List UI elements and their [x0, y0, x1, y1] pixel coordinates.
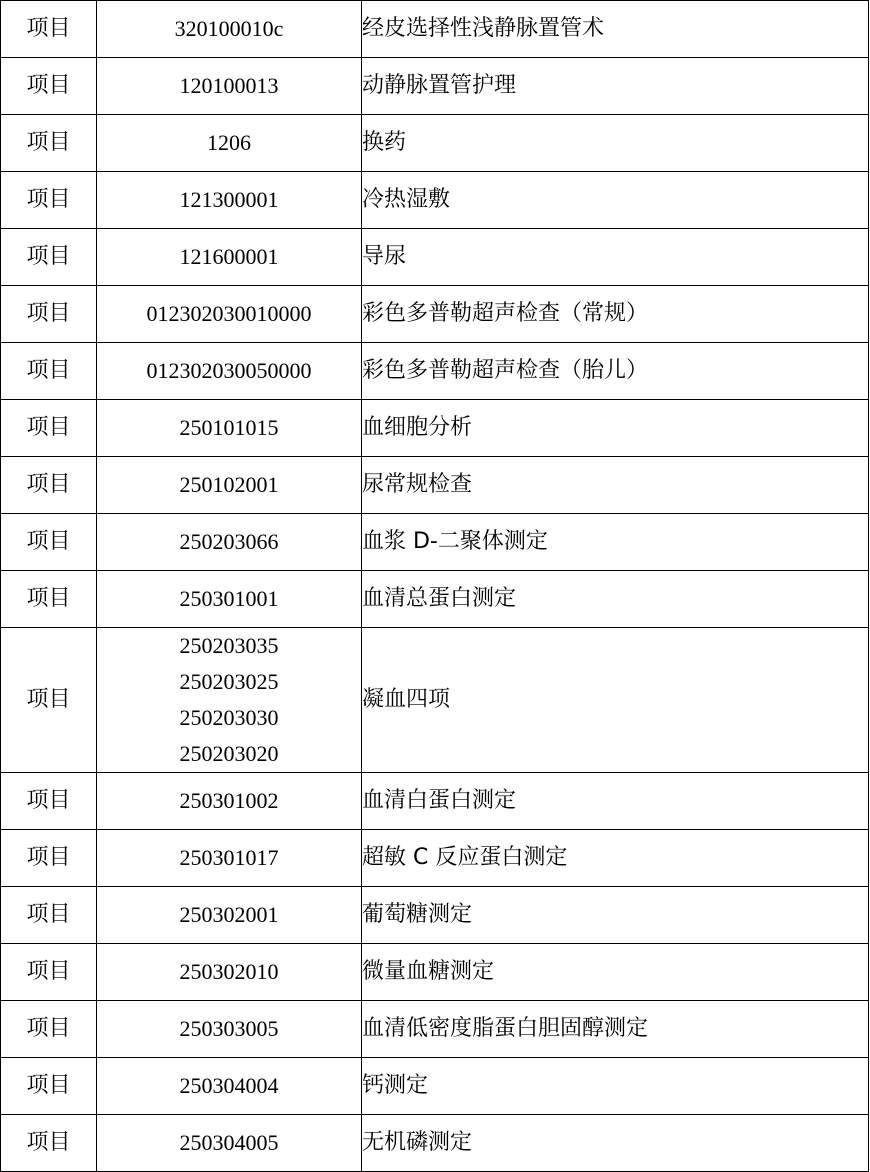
row-code-cell — [97, 1, 362, 58]
table-row — [1, 887, 869, 944]
row-code: 250102001 — [179, 472, 279, 497]
table-row — [1, 58, 869, 115]
table-row — [1, 773, 869, 830]
row-name: 彩色多普勒超声检查（常规） — [362, 286, 869, 343]
row-name: 血清低密度脂蛋白胆固醇测定 — [362, 1001, 869, 1058]
row-type: 项目 — [1, 229, 97, 286]
row-code-cell — [97, 343, 362, 400]
row-code: 250303005 — [179, 1016, 279, 1041]
table-row — [1, 343, 869, 400]
row-code: 250203020 — [179, 741, 279, 766]
row-name: 导尿 — [362, 229, 869, 286]
row-code-cell — [97, 115, 362, 172]
row-name: 血浆 D-二聚体测定 — [362, 514, 869, 571]
row-code: 120100013 — [179, 73, 279, 98]
row-code: 250304004 — [179, 1073, 279, 1098]
row-type: 项目 — [1, 400, 97, 457]
row-code: 1206 — [207, 130, 251, 155]
row-code: 250304005 — [179, 1130, 279, 1155]
row-code-cell — [97, 514, 362, 571]
row-name: 凝血四项 — [362, 628, 869, 773]
row-type: 项目 — [1, 830, 97, 887]
row-name: 超敏 C 反应蛋白测定 — [362, 830, 869, 887]
table-row — [1, 1115, 869, 1172]
row-code: 012302030050000 — [146, 358, 312, 383]
row-code: 250203030 — [179, 705, 279, 730]
row-code: 250301017 — [179, 845, 279, 870]
table-row — [1, 115, 869, 172]
row-code-cell — [97, 58, 362, 115]
row-type: 项目 — [1, 1001, 97, 1058]
table-row — [1, 571, 869, 628]
row-type: 项目 — [1, 1058, 97, 1115]
table-row — [1, 172, 869, 229]
table-body — [1, 1, 869, 1172]
row-type: 项目 — [1, 514, 97, 571]
table-row — [1, 944, 869, 1001]
row-code-cell — [97, 571, 362, 628]
row-code-cell — [97, 286, 362, 343]
row-code-cell — [97, 887, 362, 944]
row-type: 项目 — [1, 887, 97, 944]
row-type: 项目 — [1, 343, 97, 400]
row-type: 项目 — [1, 115, 97, 172]
row-code: 250203025 — [179, 669, 279, 694]
row-type: 项目 — [1, 286, 97, 343]
row-name: 彩色多普勒超声检查（胎儿） — [362, 343, 869, 400]
table-row — [1, 1001, 869, 1058]
row-code: 121300001 — [179, 187, 279, 212]
row-type: 项目 — [1, 172, 97, 229]
row-type: 项目 — [1, 457, 97, 514]
row-type: 项目 — [1, 944, 97, 1001]
table-row — [1, 628, 869, 773]
row-name: 尿常规检查 — [362, 457, 869, 514]
row-code-cell — [97, 628, 362, 773]
table-row — [1, 830, 869, 887]
row-code-cell — [97, 830, 362, 887]
table-row — [1, 1, 869, 58]
row-name: 动静脉置管护理 — [362, 58, 869, 115]
row-name: 冷热湿敷 — [362, 172, 869, 229]
row-name: 血清白蛋白测定 — [362, 773, 869, 830]
row-name: 钙测定 — [362, 1058, 869, 1115]
row-code-cell — [97, 1058, 362, 1115]
row-type: 项目 — [1, 1115, 97, 1172]
table-row — [1, 1058, 869, 1115]
row-code-cell — [97, 400, 362, 457]
row-name: 微量血糖测定 — [362, 944, 869, 1001]
table-row — [1, 514, 869, 571]
row-code-cell — [97, 944, 362, 1001]
row-code-cell — [97, 229, 362, 286]
row-name: 血清总蛋白测定 — [362, 571, 869, 628]
row-code-cell — [97, 172, 362, 229]
row-code: 250301001 — [179, 586, 279, 611]
row-code: 250302010 — [179, 959, 279, 984]
row-code: 012302030010000 — [146, 301, 312, 326]
row-name: 血细胞分析 — [362, 400, 869, 457]
row-code-cell — [97, 1001, 362, 1058]
table-row — [1, 286, 869, 343]
row-name: 经皮选择性浅静脉置管术 — [362, 1, 869, 58]
row-code: 250302001 — [179, 902, 279, 927]
row-name: 葡萄糖测定 — [362, 887, 869, 944]
row-type: 项目 — [1, 1, 97, 58]
table-row — [1, 400, 869, 457]
row-name: 无机磷测定 — [362, 1115, 869, 1172]
row-code-cell — [97, 457, 362, 514]
row-code: 320100010c — [174, 16, 284, 41]
table-row — [1, 229, 869, 286]
row-code: 250301002 — [179, 788, 279, 813]
row-code-cell — [97, 773, 362, 830]
row-code-cell — [97, 1115, 362, 1172]
row-type: 项目 — [1, 773, 97, 830]
row-code: 121600001 — [179, 244, 279, 269]
row-code: 250101015 — [179, 415, 279, 440]
row-type: 项目 — [1, 58, 97, 115]
row-type: 项目 — [1, 628, 97, 773]
table-row — [1, 457, 869, 514]
row-type: 项目 — [1, 571, 97, 628]
row-code: 250203066 — [179, 529, 279, 554]
row-name: 换药 — [362, 115, 869, 172]
row-code: 250203035 — [179, 633, 279, 658]
